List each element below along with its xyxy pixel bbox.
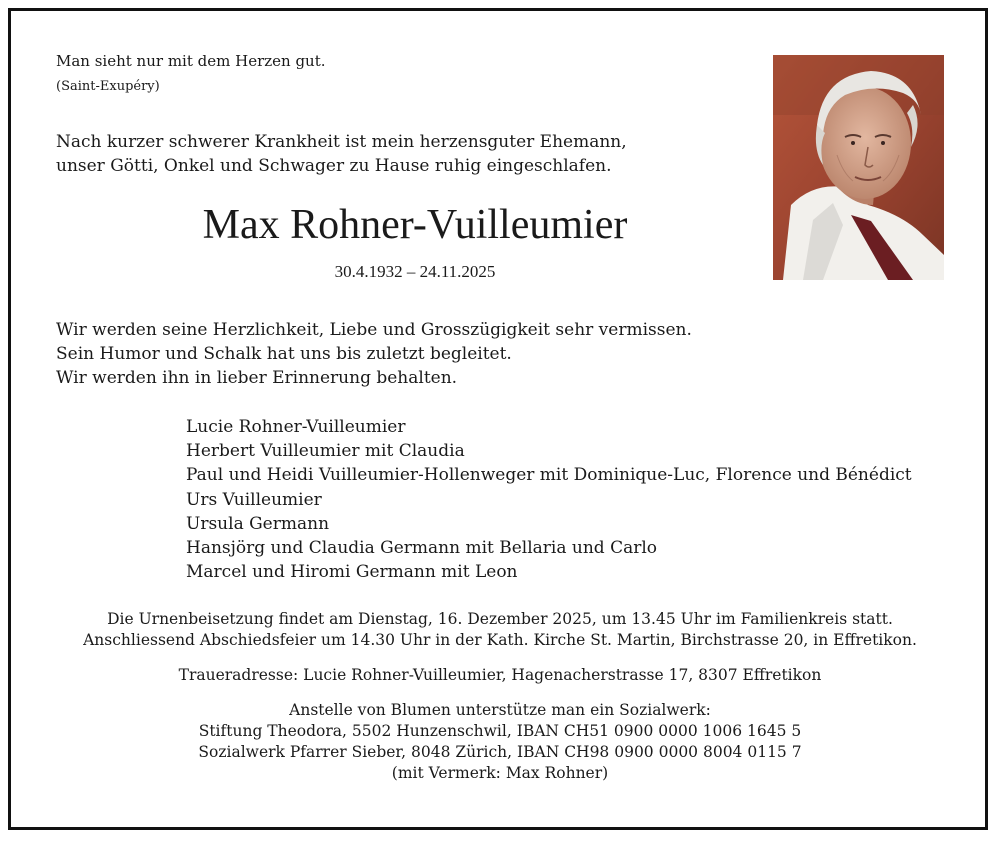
intro-text (56, 130, 627, 178)
mourner-entry: Urs Vuilleumier (186, 489, 322, 510)
motto-quote: Man sieht nur mit dem Herzen gut. (56, 52, 326, 70)
mourners-list (186, 415, 912, 584)
mourning-address: Traueradresse: Lucie Rohner-Vuilleumier, Hagenacherstrasse 17, 8307 Effretikon (178, 666, 822, 684)
mourner-entry: Hansjörg und Claudia Germann mit Bellaria und Carlo (186, 538, 658, 559)
mourner-entry: Paul und Heidi Vuilleumier-Hollenweger mit Dominique-Luc, Florence und Bénédict (186, 465, 912, 486)
ceremony-line: Die Urnenbeisetzung findet am Dienstag, 16. Dezember 2025, um 13.45 Uhr im Familienkreis statt. (107, 610, 893, 628)
ceremony-notice (0, 609, 1000, 651)
tribute-line: Wir werden seine Herzlichkeit, Liebe und Grosszügigkeit sehr vermissen. (56, 320, 692, 340)
portrait-photo (773, 55, 944, 280)
mourner-entry: Herbert Vuilleumier mit Claudia (186, 441, 465, 462)
donation-line: Stiftung Theodora, 5502 Hunzenschwil, IBAN CH51 0900 0000 1006 1645 5 (198, 722, 802, 740)
tribute-text (56, 318, 692, 390)
mourner-entry: Lucie Rohner-Vuilleumier (186, 417, 406, 437)
donation-line: (mit Vermerk: Max Rohner) (391, 764, 609, 782)
ceremony-line: Anschliessend Abschiedsfeier um 14.30 Uhr in der Kath. Kirche St. Martin, Birchstrasse 20, in Effretikon. (83, 631, 917, 649)
motto-author: (Saint-Exupéry) (56, 79, 160, 94)
mourner-entry: Ursula Germann (186, 513, 330, 534)
intro-line: Nach kurzer schwerer Krankheit ist mein herzensguter Ehemann, (56, 132, 627, 152)
tribute-line: Wir werden ihn in lieber Erinnerung behalten. (56, 368, 458, 388)
life-dates: 30.4.1932 – 24.11.2025 (334, 262, 496, 281)
tribute-line: Sein Humor und Schalk hat uns bis zuletzt begleitet. (56, 344, 512, 364)
deceased-name: Max Rohner-Vuilleumier (202, 202, 628, 248)
mourner-entry: Marcel und Hiromi Germann mit Leon (186, 562, 518, 583)
donation-notice (0, 700, 1000, 784)
intro-line: unser Götti, Onkel und Schwager zu Hause ruhig eingeschlafen. (56, 156, 612, 176)
donation-line: Sozialwerk Pfarrer Sieber, 8048 Zürich, IBAN CH98 0900 0000 8004 0115 7 (198, 743, 802, 761)
donation-line: Anstelle von Blumen unterstütze man ein Sozialwerk: (289, 701, 711, 719)
